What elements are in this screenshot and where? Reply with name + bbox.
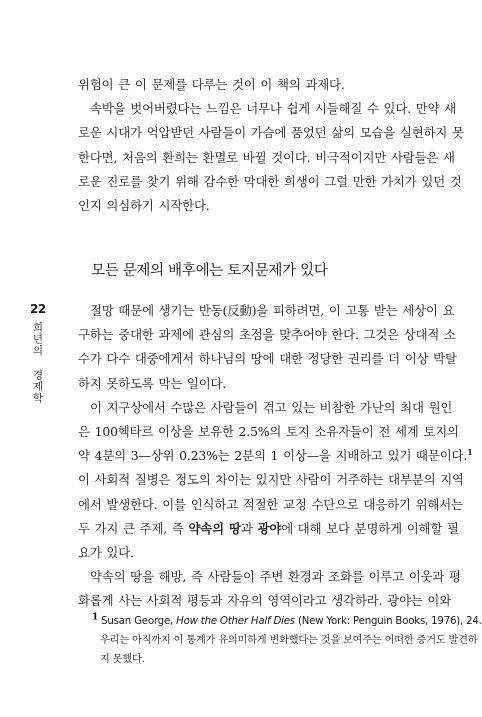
text-line: 인지 의심하기 시작한다. [78,198,210,214]
text-line: 속박을 벗어버렸다는 느낌은 너무나 쉽게 시들해질 수 있다. 만약 새 [90,101,457,117]
footnote-book-title: How the Other Half Dies [176,616,295,627]
footnote-citation [92,612,482,631]
text-span: 두 가지 큰 주제, 즉 [78,520,184,536]
footnote-publication: (New York: Penguin Books, 1976), 24. [297,616,482,627]
text-line: 절망 때문에 생기는 반동(反動)을 피하려면, 이 고통 받는 세상이 요 [90,303,455,318]
emphasis-promised-land: 약속의 땅 [188,520,241,536]
running-title: 희년의 경제학 [31,322,44,404]
footnote [92,612,482,669]
text-line: 한다면, 처음의 환희는 환멸로 바뀔 것이다. 비극적이지만 사람들은 새 [78,149,455,165]
text-line: 하지 못하도록 막는 일이다. [78,375,227,391]
text-line: 요가 있다. [78,545,134,561]
page-number: 22 [30,302,46,316]
footnote-text: 지 못했다. [100,654,145,665]
text-span: 에 대해 보다 분명하게 이해할 필 [281,520,459,536]
footnote-marker: 1 [92,612,99,623]
text-line: 이 지구상에서 수많은 사람들이 겪고 있는 비참한 가난의 최대 원인 [90,399,453,415]
section-heading: 모든 문제의 배후에는 토지문제가 있다 [91,263,328,279]
main-section [78,299,473,614]
text-line: 은 100헥타르 이상을 보유한 2.5%의 토지 소유자들이 전 세계 토지의 [78,424,459,440]
text-line: 화롭게 사는 사회적 평등과 자유의 영역이라고 생각하라. 광야는 이와 [78,593,452,609]
emphasis-wilderness: 광야 [257,520,282,536]
text-line: 수가 다수 대중에게서 하나님의 땅에 대한 정당한 권리를 더 이상 박탈 [78,351,457,367]
text-line: 로운 진로를 찾기 위해 감수한 막대한 희생이 그럴 만한 가치가 있던 것 [78,173,462,189]
footnote-author: Susan George, [101,616,174,627]
text-span: 약 4분의 3—상위 0.23%는 2분의 1 이상—을 지배하고 있기 때문이다. [78,448,468,464]
page-sidebar [30,302,44,404]
text-line: 이 사회적 질병은 정도의 차이는 있지만 사람이 거주하는 대부분의 지역 [78,472,464,488]
text-line: 구하는 중대한 과제에 관심의 초점을 맞추어야 한다. 그것은 상대적 소 [78,327,456,343]
text-line: 위험이 큰 이 문제를 다루는 것이 이 책의 과제다. [78,77,345,92]
text-line: 약속의 땅을 해방, 즉 사람들이 주변 환경과 조화를 이루고 이웃과 평 [90,569,461,585]
top-section [78,73,464,218]
footnote-text: 우리는 아직까지 이 통계가 유의미하게 변화했다는 것을 보여주는 어떠한 증거도 발견하 [100,635,478,646]
text-line [78,444,473,468]
text-span: 과 [240,520,253,536]
footnote-reference[interactable]: 1 [467,447,473,458]
text-line [78,517,459,541]
text-line: 에서 발생한다. 이를 인식하고 적절한 교정 수단으로 대응하기 위해서는 [78,496,463,512]
text-line: 로운 시대가 억압받던 사람들이 가슴에 품었던 삶의 모습을 실현하지 못 [78,125,464,141]
